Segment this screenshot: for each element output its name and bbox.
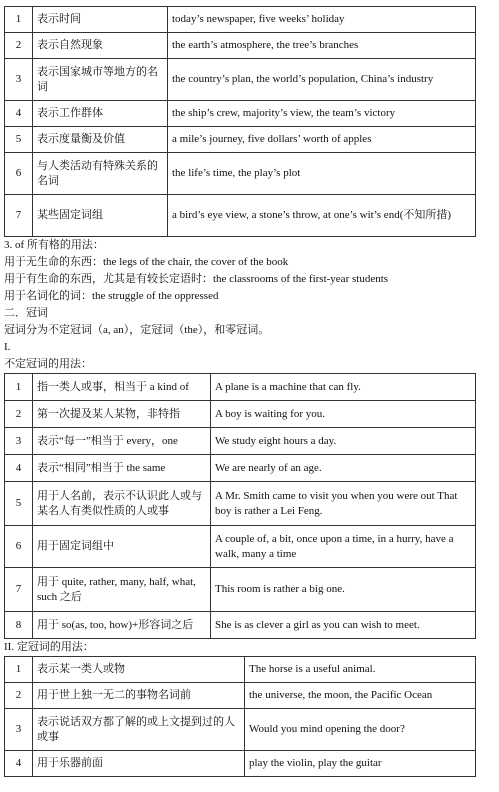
row-number: 5: [5, 482, 33, 526]
usage-cell: 表示“每一”相当于 every，one: [33, 428, 211, 455]
table-row: [5, 657, 476, 683]
document-page: [4, 6, 476, 777]
row-number: 4: [5, 751, 33, 777]
example-cell: The horse is a useful animal.: [245, 657, 476, 683]
row-number: 1: [5, 7, 33, 33]
table-row: [5, 568, 476, 612]
example-cell: the earth’s atmosphere, the tree’s branches: [168, 33, 476, 59]
of-possessive-title: 3. of 所有格的用法：: [4, 239, 104, 251]
row-number: 4: [5, 455, 33, 482]
row-number: 8: [5, 612, 33, 639]
example-cell: play the violin, play the guitar: [245, 751, 476, 777]
example-cell: a bird’s eye view, a stone’s throw, at one’s wit’s end(不知所措): [168, 195, 476, 237]
table-row: [5, 526, 476, 568]
example-cell: the ship’s crew, majority’s view, the team’s victory: [168, 101, 476, 127]
usage-cell: 用于固定词组中: [33, 526, 211, 568]
example-cell: today’s newspaper, five weeks’ holiday: [168, 7, 476, 33]
example-cell: We are nearly of an age.: [211, 455, 476, 482]
table-row: [5, 127, 476, 153]
usage-cell: 表示自然现象: [33, 33, 168, 59]
example-cell: We study eight hours a day.: [211, 428, 476, 455]
table-row: [5, 33, 476, 59]
row-number: 2: [5, 401, 33, 428]
definite-article-title: II. 定冠词的用法：: [4, 641, 94, 653]
usage-cell: 表示时间: [33, 7, 168, 33]
usage-cell: 某些固定词组: [33, 195, 168, 237]
example-cell: A boy is waiting for you.: [211, 401, 476, 428]
row-number: 1: [5, 657, 33, 683]
example-cell: This room is rather a big one.: [211, 568, 476, 612]
example-cell: the universe, the moon, the Pacific Ocean: [245, 683, 476, 709]
row-number: 6: [5, 153, 33, 195]
usage-cell: 与人类活动有特殊关系的名词: [33, 153, 168, 195]
example-cell: Would you mind opening the door?: [245, 709, 476, 751]
table-row: [5, 709, 476, 751]
usage-cell: 用于世上独一无二的事物名词前: [33, 683, 245, 709]
usage-cell: 用于 quite, rather, many, half, what, such 之后: [33, 568, 211, 612]
possessive-table: [4, 6, 476, 237]
roman-numeral: I.: [4, 341, 11, 353]
row-number: 1: [5, 374, 33, 401]
row-number: 5: [5, 127, 33, 153]
row-number: 6: [5, 526, 33, 568]
row-number: 7: [5, 195, 33, 237]
usage-cell: 用于 so(as, too, how)+形容词之后: [33, 612, 211, 639]
of-usage-line: 用于名词化的词：the struggle of the oppressed: [4, 290, 219, 302]
example-cell: A plane is a machine that can fly.: [211, 374, 476, 401]
table-row: [5, 683, 476, 709]
table-row: [5, 153, 476, 195]
usage-cell: 表示说话双方都了解的或上文提到过的人或事: [33, 709, 245, 751]
row-number: 7: [5, 568, 33, 612]
table-row: [5, 428, 476, 455]
usage-cell: 表示度量衡及价值: [33, 127, 168, 153]
indefinite-article-title: 不定冠词的用法：: [4, 358, 92, 370]
row-number: 3: [5, 428, 33, 455]
table-row: [5, 751, 476, 777]
table-row: [5, 101, 476, 127]
definite-article-table: [4, 656, 476, 777]
table-row: [5, 401, 476, 428]
example-cell: a mile’s journey, five dollars’ worth of apples: [168, 127, 476, 153]
example-cell: A couple of, a bit, once upon a time, in a hurry, have a walk, many a time: [211, 526, 476, 568]
usage-cell: 表示工作群体: [33, 101, 168, 127]
usage-cell: 表示某一类人或物: [33, 657, 245, 683]
section-heading: 二．冠词: [4, 307, 48, 319]
row-number: 2: [5, 33, 33, 59]
indefinite-article-table: [4, 373, 476, 639]
row-number: 3: [5, 59, 33, 101]
table-row: [5, 374, 476, 401]
example-cell: the country’s plan, the world’s population, China’s industry: [168, 59, 476, 101]
example-cell: She is as clever a girl as you can wish to meet.: [211, 612, 476, 639]
row-number: 2: [5, 683, 33, 709]
usage-cell: 指一类人或事，相当于 a kind of: [33, 374, 211, 401]
row-number: 4: [5, 101, 33, 127]
example-cell: A Mr. Smith came to visit you when you were out That boy is rather a Lei Feng.: [211, 482, 476, 526]
table-row: [5, 7, 476, 33]
table-row: [5, 612, 476, 639]
of-usage-line: 用于无生命的东西：the legs of the chair, the cover of the book: [4, 256, 289, 268]
example-cell: the life’s time, the play’s plot: [168, 153, 476, 195]
usage-cell: 表示“相同”相当于 the same: [33, 455, 211, 482]
row-number: 3: [5, 709, 33, 751]
table-row: [5, 195, 476, 237]
article-intro: 冠词分为不定冠词（a, an），定冠词（the），和零冠词。: [4, 324, 270, 336]
usage-cell: 表示国家城市等地方的名词: [33, 59, 168, 101]
usage-cell: 用于乐器前面: [33, 751, 245, 777]
table-row: [5, 482, 476, 526]
of-usage-line: 用于有生命的东西，尤其是有较长定语时：the classrooms of the first-year students: [4, 273, 389, 285]
table-row: [5, 455, 476, 482]
usage-cell: 第一次提及某人某物，非特指: [33, 401, 211, 428]
table-row: [5, 59, 476, 101]
usage-cell: 用于人名前，表示不认识此人或与某名人有类似性质的人或事: [33, 482, 211, 526]
